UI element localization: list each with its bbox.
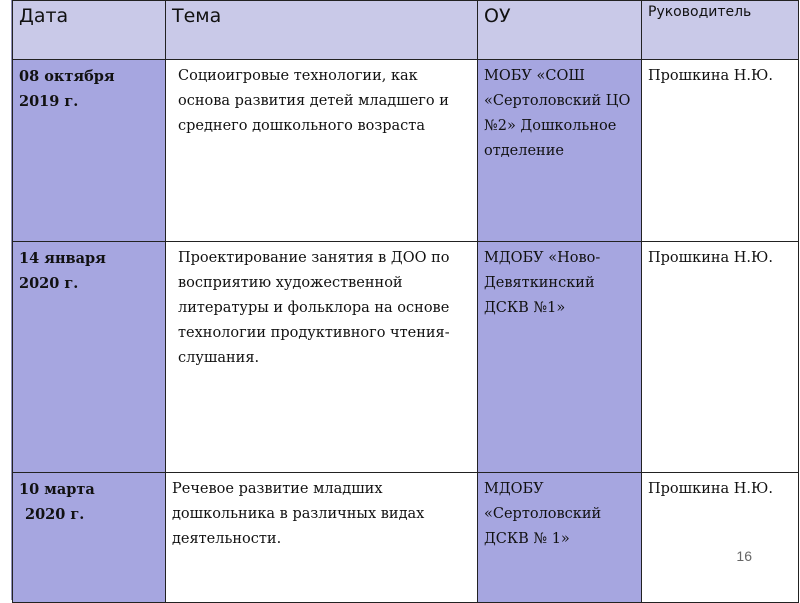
cell-date [13,473,166,603]
cell-topic: Речевое развитие младших дошкольника в различных видах деятельности. [166,473,478,603]
date-year: 2020 г. [19,275,79,292]
cell-ou: МДОБУ «Сертоловский ДСКВ № 1» [478,473,642,603]
date-year: 2020 г. [25,506,85,523]
cell-head: Прошкина Н.Ю. [642,242,799,473]
cell-topic: Проектирование занятия в ДОО по восприятию художественной литературы и фольклора на основе технологии продуктивного чтения-слушания. [166,242,478,473]
page-number: 16 [736,548,752,564]
cell-date [13,242,166,473]
header-head: Руководитель [642,1,799,60]
table-row [13,473,799,603]
cell-ou: МОБУ «СОШ «Сертоловский ЦО №2» Дошкольное отделение [478,60,642,242]
date-day: 08 октября [19,68,115,85]
cell-topic: Социоигровые технологии, как основа развития детей младшего и среднего дошкольного возраста [166,60,478,242]
header-date: Дата [13,1,166,60]
left-edge-decoration [0,0,12,600]
table-row [13,242,799,473]
cell-ou: МДОБУ «Ново-Девяткинский ДСКВ №1» [478,242,642,473]
date-day: 10 марта [19,481,95,498]
table-row [13,60,799,242]
header-ou: ОУ [478,1,642,60]
cell-date [13,60,166,242]
table-header-row [13,1,799,60]
cell-head: Прошкина Н.Ю. [642,60,799,242]
date-day: 14 января [19,250,106,267]
header-topic: Тема [166,1,478,60]
cell-head: Прошкина Н.Ю. [642,473,799,603]
events-table [12,0,799,603]
date-year: 2019 г. [19,93,79,110]
